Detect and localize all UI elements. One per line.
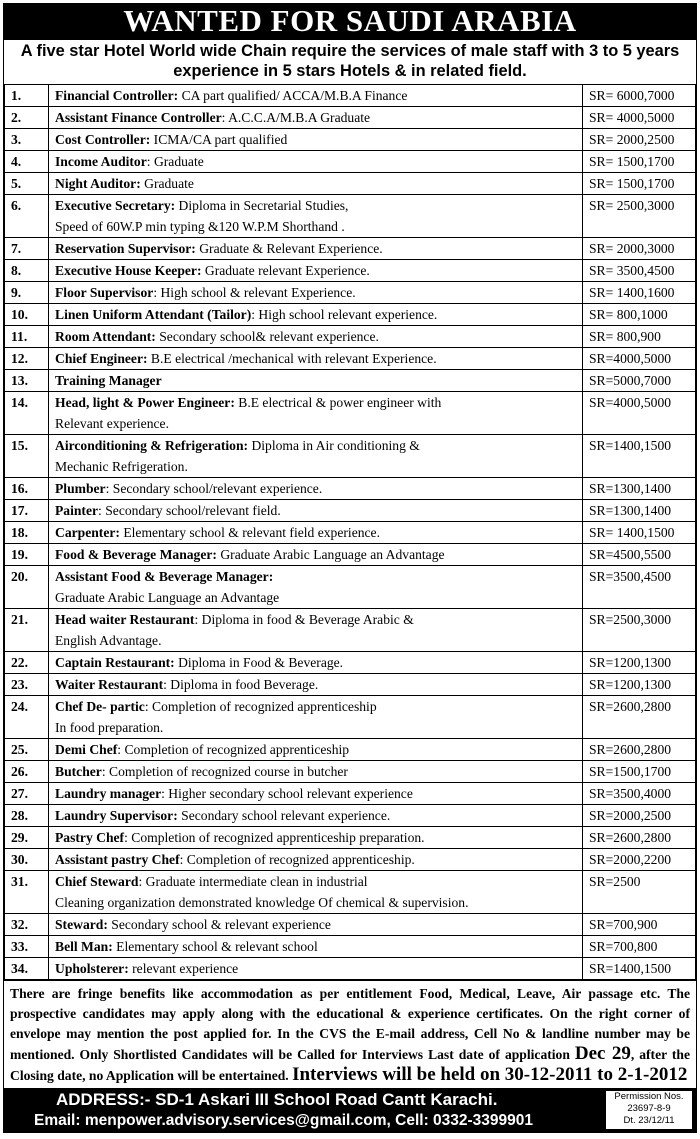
job-title: Pastry Chef xyxy=(55,830,125,845)
job-number: 12. xyxy=(5,348,49,370)
job-title: Airconditioning & Refrigeration: xyxy=(55,438,249,453)
job-description xyxy=(49,739,583,761)
job-number: 20. xyxy=(5,566,49,609)
job-number: 17. xyxy=(5,500,49,522)
job-description xyxy=(49,500,583,522)
job-requirements: Secondary school & relevant experience xyxy=(107,917,331,932)
job-description xyxy=(49,609,583,652)
job-salary: SR=2500 xyxy=(583,871,696,914)
job-salary: SR= 4000,5000 xyxy=(583,107,696,129)
job-title: Food & Beverage Manager: xyxy=(55,547,217,562)
intro-text: A five star Hotel World wide Chain require the services of male staff with 3 to 5 years experience in 5 stars Hotels & in related field. xyxy=(20,42,680,80)
job-description xyxy=(49,85,583,107)
table-row xyxy=(5,674,696,696)
job-description xyxy=(49,805,583,827)
job-number: 25. xyxy=(5,739,49,761)
table-row xyxy=(5,107,696,129)
job-description xyxy=(49,936,583,958)
job-salary: SR=3500,4000 xyxy=(583,783,696,805)
job-salary: SR= 800,900 xyxy=(583,326,696,348)
job-title: Captain Restaurant: xyxy=(55,655,175,670)
job-number: 14. xyxy=(5,392,49,435)
job-number: 22. xyxy=(5,652,49,674)
permission-label: Permission Nos. xyxy=(614,1091,684,1102)
job-description xyxy=(49,827,583,849)
job-title: Floor Supervisor xyxy=(55,285,154,300)
job-salary: SR= 6000,7000 xyxy=(583,85,696,107)
job-number: 29. xyxy=(5,827,49,849)
job-requirements: : Completion of recognized apprenticeship xyxy=(144,699,377,714)
table-row xyxy=(5,173,696,195)
job-requirements: Graduate relevant Experience. xyxy=(201,263,370,278)
job-requirements: : Secondary school/relevant field. xyxy=(98,503,281,518)
job-salary: SR=2000,2500 xyxy=(583,805,696,827)
table-row xyxy=(5,696,696,739)
table-row xyxy=(5,914,696,936)
interview-dates: Interviews will be held on 30-12-2011 to 2-1-2012 xyxy=(292,1064,688,1085)
footer-text: There are fringe benefits like accommodation as per entitlement Food, Medical, Leave, Air passage etc. The prospective candidates may apply along with the educational & experience certificates. On the right corner of envelope may mention the post applied for. In the CVS the E-mail address, Cell No & landline number may be mentioned. Only Shortlisted Candidates will be Called for Interviews Last date of application xyxy=(10,986,690,1062)
job-title: Training Manager xyxy=(55,373,162,388)
job-description xyxy=(49,304,583,326)
job-salary: SR=4500,5500 xyxy=(583,544,696,566)
job-requirements: Graduate & Relevant Experience. xyxy=(195,241,383,256)
footer-text-2: , after the Closing date, no Application will be entertained. xyxy=(10,1047,691,1083)
job-title: Assistant Finance Controller xyxy=(55,110,222,125)
job-title: Chef De- partic xyxy=(55,699,145,714)
job-salary: SR=2600,2800 xyxy=(583,827,696,849)
job-title: Plumber xyxy=(55,481,106,496)
job-description xyxy=(49,348,583,370)
job-number: 6. xyxy=(5,195,49,238)
job-description xyxy=(49,392,583,435)
job-description xyxy=(49,849,583,871)
job-number: 34. xyxy=(5,958,49,980)
job-salary: SR= 1400,1500 xyxy=(583,522,696,544)
job-requirements: B.E electrical & power engineer with xyxy=(234,395,442,410)
job-requirements-continued: Speed of 60W.P min typing &120 W.P.M Shorthand . xyxy=(55,219,345,234)
job-salary: SR=4000,5000 xyxy=(583,348,696,370)
job-requirements: Graduate Arabic Language an Advantage xyxy=(216,547,445,562)
table-row xyxy=(5,260,696,282)
job-salary: SR=2600,2800 xyxy=(583,739,696,761)
job-salary: SR= 2000,3000 xyxy=(583,238,696,260)
table-row xyxy=(5,761,696,783)
job-requirements: : High school relevant experience. xyxy=(251,307,438,322)
job-requirements: Diploma in Air conditioning & xyxy=(248,438,420,453)
job-requirements: : Higher secondary school relevant experience xyxy=(161,786,413,801)
job-requirements-continued: Cleaning organization demonstrated knowledge Of chemical & supervision. xyxy=(55,895,469,910)
job-number: 7. xyxy=(5,238,49,260)
job-salary: SR=2500,3000 xyxy=(583,609,696,652)
job-description xyxy=(49,326,583,348)
table-row xyxy=(5,348,696,370)
job-requirements-continued: In food preparation. xyxy=(55,720,164,735)
job-description xyxy=(49,958,583,980)
job-description xyxy=(49,696,583,739)
job-requirements: Secondary school& relevant experience. xyxy=(155,329,379,344)
permission-number: 23697-8-9 xyxy=(627,1103,671,1114)
job-salary: SR= 1500,1700 xyxy=(583,151,696,173)
job-number: 10. xyxy=(5,304,49,326)
job-requirements: Elementary school & relevant school xyxy=(112,939,318,954)
job-number: 8. xyxy=(5,260,49,282)
job-salary: SR= 2500,3000 xyxy=(583,195,696,238)
job-description xyxy=(49,260,583,282)
job-description xyxy=(49,435,583,478)
table-row xyxy=(5,805,696,827)
job-requirements: : Completion of recognized apprenticeship xyxy=(117,742,350,757)
job-salary: SR=5000,7000 xyxy=(583,370,696,392)
job-number: 28. xyxy=(5,805,49,827)
address-line: ADDRESS:- SD-1 Askari III School Road Cantt Karachi. xyxy=(56,1090,498,1109)
job-number: 32. xyxy=(5,914,49,936)
job-description xyxy=(49,761,583,783)
job-requirements: : A.C.C.A/M.B.A Graduate xyxy=(221,110,371,125)
job-salary: SR=1400,1500 xyxy=(583,958,696,980)
job-requirements: CA part qualified/ ACCA/M.B.A Finance xyxy=(178,88,408,103)
job-salary: SR=700,800 xyxy=(583,936,696,958)
job-salary: SR=700,900 xyxy=(583,914,696,936)
job-number: 18. xyxy=(5,522,49,544)
job-requirements: : High school & relevant Experience. xyxy=(153,285,356,300)
job-description xyxy=(49,783,583,805)
job-title: Butcher xyxy=(55,764,102,779)
headline: WANTED FOR SAUDI ARABIA xyxy=(4,4,696,40)
table-row xyxy=(5,304,696,326)
job-title: Cost Controller: xyxy=(55,132,151,147)
job-requirements: Elementary school & relevant field experience. xyxy=(119,525,380,540)
last-date: Dec 29 xyxy=(574,1043,631,1064)
job-description xyxy=(49,522,583,544)
job-requirements: : Graduate intermediate clean in industrial xyxy=(138,874,368,889)
permission-date: Dt. 23/12/11 xyxy=(623,1115,675,1126)
job-title: Financial Controller: xyxy=(55,88,179,103)
job-number: 16. xyxy=(5,478,49,500)
job-salary: SR=1500,1700 xyxy=(583,761,696,783)
job-title: Demi Chef xyxy=(55,742,118,757)
job-requirements: Secondary school relevant experience. xyxy=(177,808,391,823)
job-number: 13. xyxy=(5,370,49,392)
job-number: 9. xyxy=(5,282,49,304)
job-salary: SR=1400,1500 xyxy=(583,435,696,478)
job-salary: SR= 2000,2500 xyxy=(583,129,696,151)
job-salary: SR=1200,1300 xyxy=(583,674,696,696)
job-title: Chief Engineer: xyxy=(55,351,148,366)
table-row xyxy=(5,370,696,392)
job-salary: SR= 3500,4500 xyxy=(583,260,696,282)
table-row xyxy=(5,326,696,348)
job-number: 26. xyxy=(5,761,49,783)
job-requirements: : Completion of recognized apprenticeship. xyxy=(179,852,415,867)
job-number: 15. xyxy=(5,435,49,478)
table-row xyxy=(5,652,696,674)
table-row xyxy=(5,195,696,238)
job-requirements: Diploma in Food & Beverage. xyxy=(174,655,344,670)
job-number: 23. xyxy=(5,674,49,696)
table-row xyxy=(5,827,696,849)
job-title: Head waiter Restaurant xyxy=(55,612,195,627)
job-title: Reservation Supervisor: xyxy=(55,241,196,256)
job-salary: SR= 800,1000 xyxy=(583,304,696,326)
job-requirements: ICMA/CA part qualified xyxy=(150,132,288,147)
jobs-table-body xyxy=(5,85,696,980)
table-row xyxy=(5,129,696,151)
table-row xyxy=(5,151,696,173)
job-description xyxy=(49,129,583,151)
job-requirements-continued: Graduate Arabic Language an Advantage xyxy=(55,590,280,605)
job-title: Painter xyxy=(55,503,99,518)
job-number: 1. xyxy=(5,85,49,107)
job-description xyxy=(49,566,583,609)
job-description xyxy=(49,871,583,914)
job-description xyxy=(49,151,583,173)
job-number: 5. xyxy=(5,173,49,195)
job-title: Waiter Restaurant xyxy=(55,677,164,692)
job-salary: SR=1200,1300 xyxy=(583,652,696,674)
job-requirements-continued: English Advantage. xyxy=(55,633,162,648)
job-requirements: : Secondary school/relevant experience. xyxy=(105,481,323,496)
job-salary: SR=1300,1400 xyxy=(583,500,696,522)
job-number: 31. xyxy=(5,871,49,914)
job-number: 11. xyxy=(5,326,49,348)
job-title: Executive House Keeper: xyxy=(55,263,202,278)
job-number: 24. xyxy=(5,696,49,739)
job-description xyxy=(49,370,583,392)
footer-notice xyxy=(4,980,696,1086)
table-row xyxy=(5,522,696,544)
job-title: Room Attendant: xyxy=(55,329,156,344)
job-title: Carpenter: xyxy=(55,525,120,540)
job-salary: SR=2600,2800 xyxy=(583,696,696,739)
job-title: Laundry Supervisor: xyxy=(55,808,178,823)
address-bar xyxy=(4,1088,696,1132)
job-requirements: relevant experience xyxy=(128,961,239,976)
job-requirements: : Diploma in food Beverage. xyxy=(163,677,319,692)
job-requirements: Diploma in Secretarial Studies, xyxy=(175,198,349,213)
table-row xyxy=(5,958,696,980)
table-row xyxy=(5,238,696,260)
job-requirements: Graduate xyxy=(140,176,194,191)
job-description xyxy=(49,238,583,260)
job-number: 27. xyxy=(5,783,49,805)
jobs-table xyxy=(4,84,696,980)
job-requirements: : Completion of recognized course in butcher xyxy=(101,764,348,779)
table-row xyxy=(5,478,696,500)
job-description xyxy=(49,914,583,936)
table-row xyxy=(5,85,696,107)
table-row xyxy=(5,392,696,435)
table-row xyxy=(5,936,696,958)
job-requirements-continued: Mechanic Refrigeration. xyxy=(55,459,188,474)
table-row xyxy=(5,739,696,761)
job-title: Linen Uniform Attendant (Tailor) xyxy=(55,307,252,322)
job-description xyxy=(49,652,583,674)
job-title: Assistant pastry Chef xyxy=(55,852,180,867)
job-requirements: : Graduate xyxy=(146,154,204,169)
job-advertisement xyxy=(3,3,697,1133)
table-row xyxy=(5,544,696,566)
job-title: Executive Secretary: xyxy=(55,198,176,213)
job-number: 4. xyxy=(5,151,49,173)
job-requirements-continued: Relevant experience. xyxy=(55,416,169,431)
contact-line: Email: menpower.advisory.services@gmail.com, Cell: 0332-3399901 xyxy=(34,1112,534,1129)
job-title: Laundry manager xyxy=(55,786,162,801)
table-row xyxy=(5,871,696,914)
table-row xyxy=(5,849,696,871)
job-title: Steward: xyxy=(55,917,108,932)
job-description xyxy=(49,173,583,195)
job-number: 19. xyxy=(5,544,49,566)
job-title: Assistant Food & Beverage Manager: xyxy=(55,569,274,584)
job-salary: SR= 1500,1700 xyxy=(583,173,696,195)
job-description xyxy=(49,195,583,238)
job-title: Chief Steward xyxy=(55,874,139,889)
table-row xyxy=(5,609,696,652)
job-number: 21. xyxy=(5,609,49,652)
job-description xyxy=(49,674,583,696)
table-row xyxy=(5,435,696,478)
job-number: 33. xyxy=(5,936,49,958)
job-requirements: B.E electrical /mechanical with relevant Experience. xyxy=(147,351,437,366)
job-title: Income Auditor xyxy=(55,154,147,169)
job-number: 2. xyxy=(5,107,49,129)
job-salary: SR=1300,1400 xyxy=(583,478,696,500)
job-description xyxy=(49,282,583,304)
job-requirements: : Diploma in food & Beverage Arabic & xyxy=(194,612,414,627)
table-row xyxy=(5,783,696,805)
table-row xyxy=(5,500,696,522)
job-title: Bell Man: xyxy=(55,939,113,954)
job-salary: SR=4000,5000 xyxy=(583,392,696,435)
job-title: Head, light & Power Engineer: xyxy=(55,395,235,410)
table-row xyxy=(5,282,696,304)
job-description xyxy=(49,107,583,129)
job-salary: SR=2000,2200 xyxy=(583,849,696,871)
job-salary: SR=3500,4500 xyxy=(583,566,696,609)
job-number: 3. xyxy=(5,129,49,151)
job-title: Upholsterer: xyxy=(55,961,129,976)
table-row xyxy=(5,566,696,609)
job-description xyxy=(49,478,583,500)
job-salary: SR= 1400,1600 xyxy=(583,282,696,304)
job-description xyxy=(49,544,583,566)
job-requirements: : Completion of recognized apprenticeship preparation. xyxy=(124,830,425,845)
job-title: Night Auditor: xyxy=(55,176,141,191)
permission-box xyxy=(606,1091,692,1129)
job-number: 30. xyxy=(5,849,49,871)
